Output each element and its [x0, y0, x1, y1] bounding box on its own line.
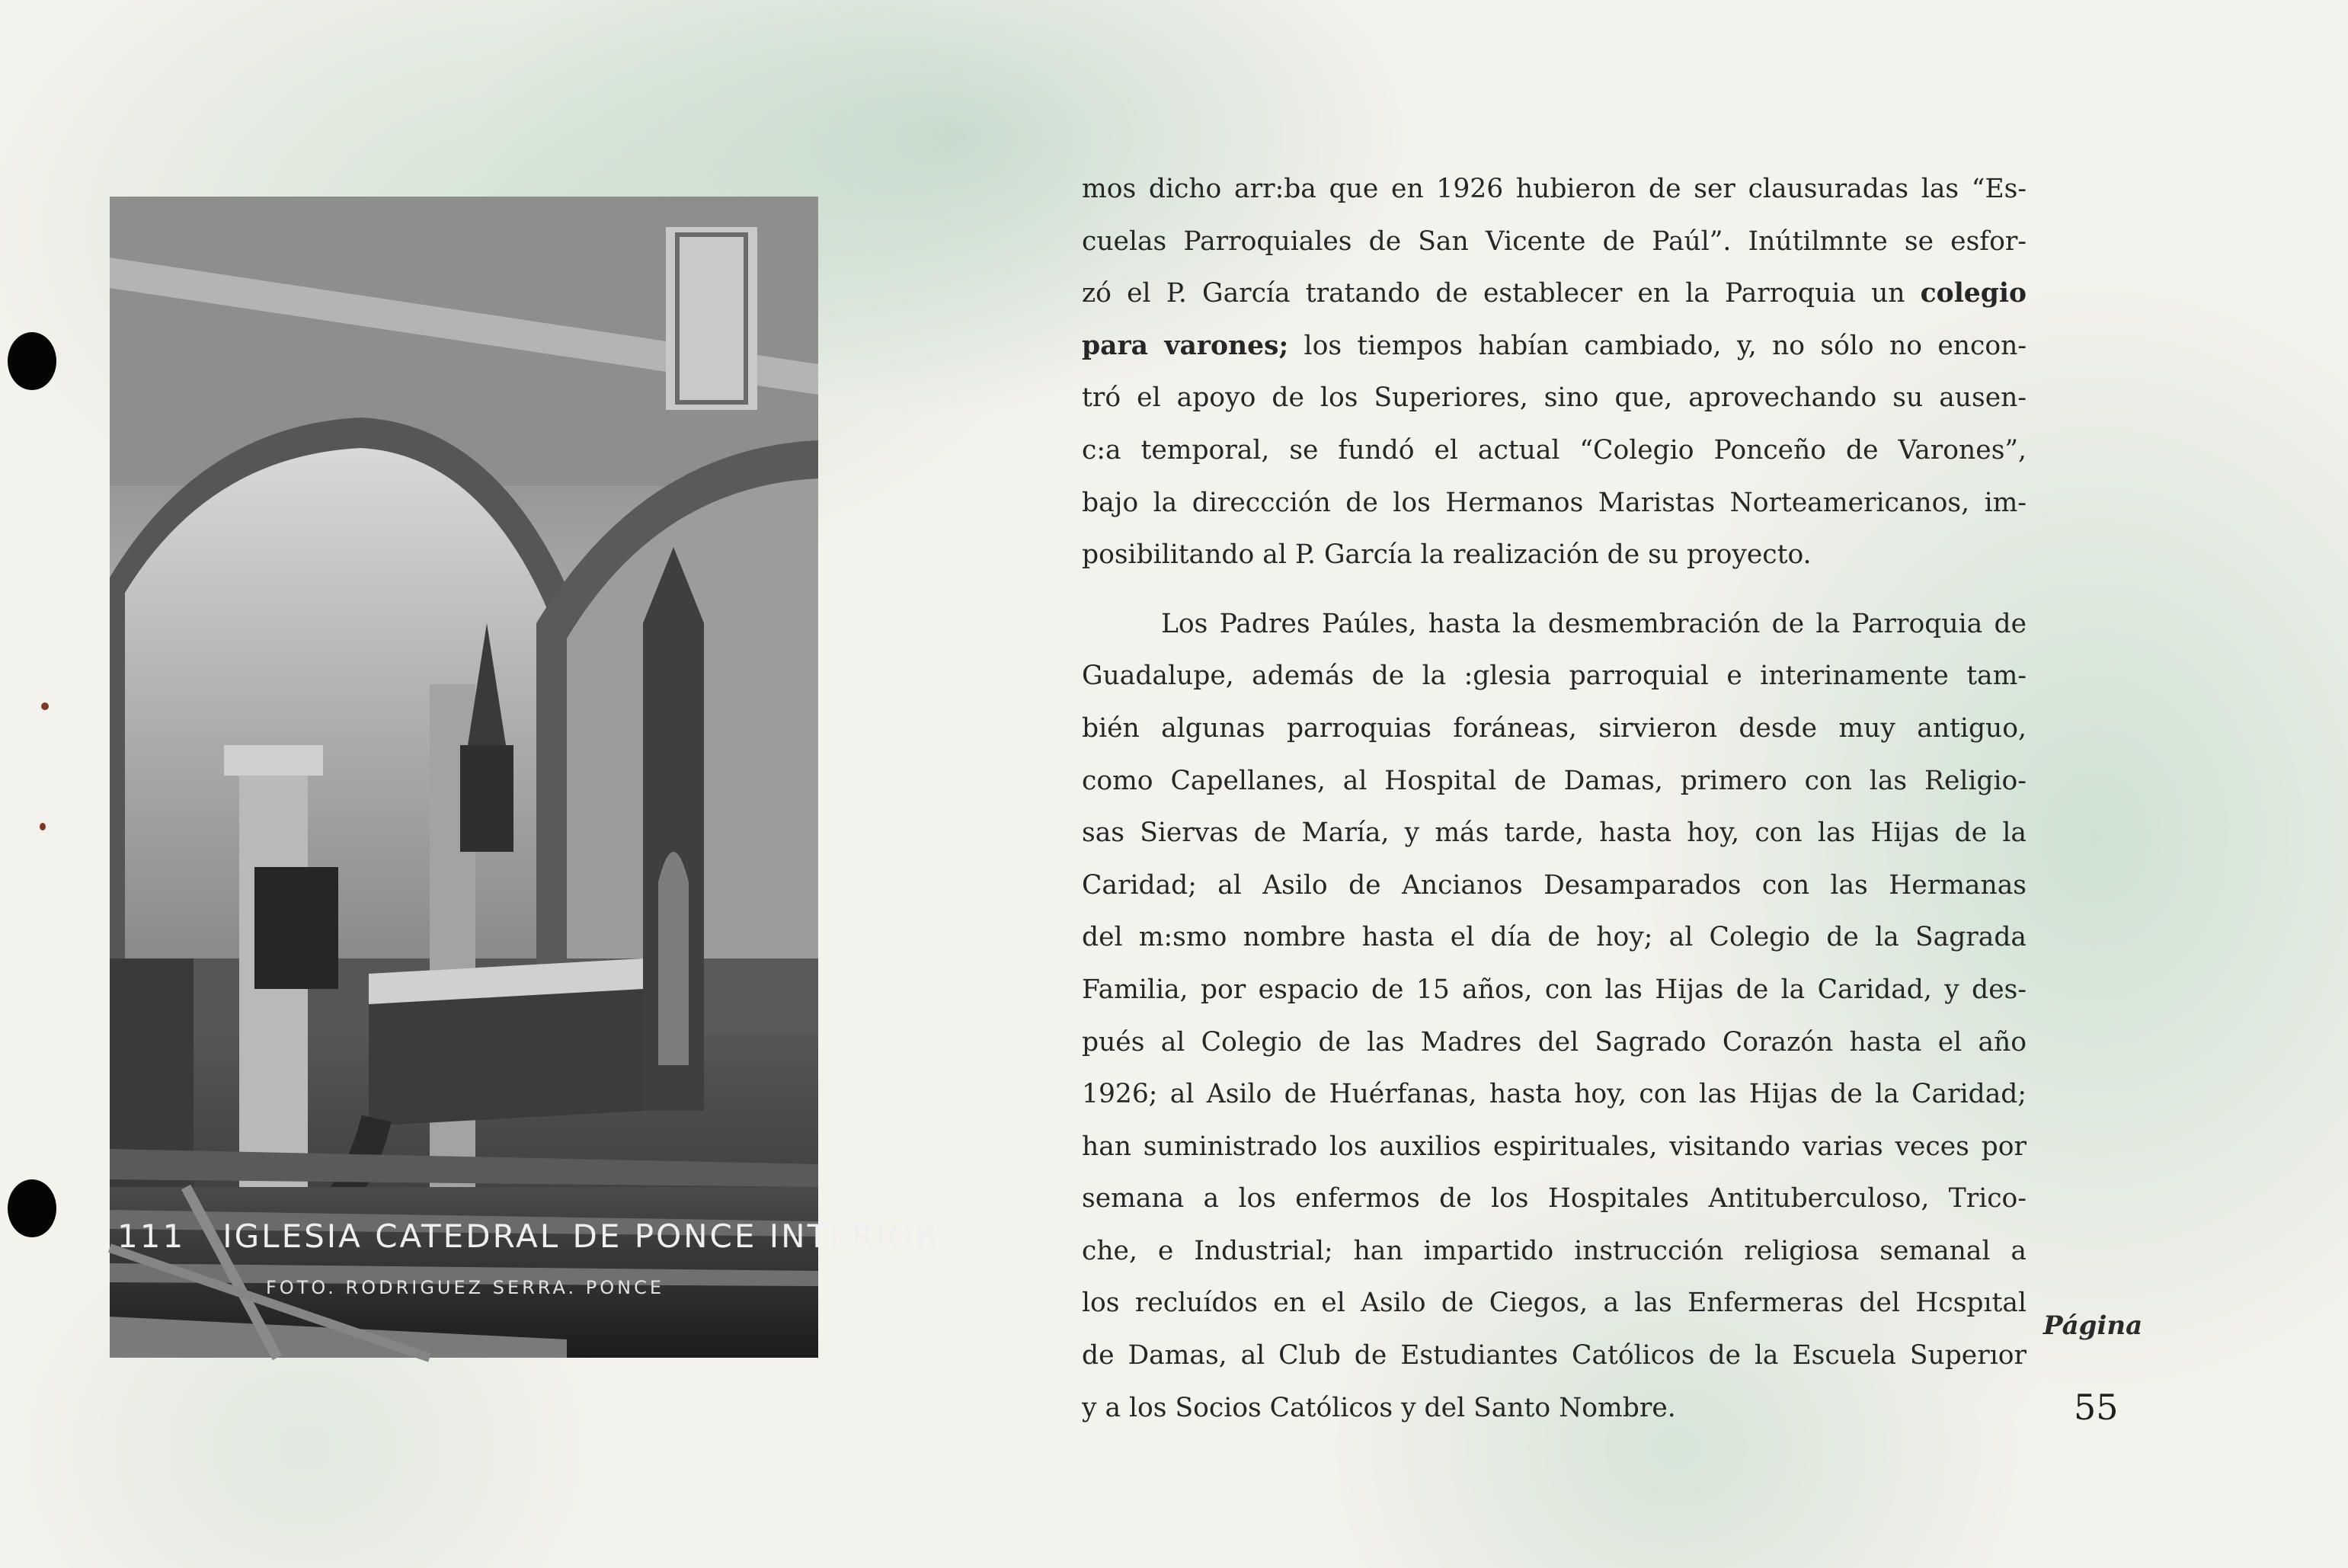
- page-number: 55: [2074, 1387, 2119, 1428]
- text-line: 1926; al Asilo de Huérfanas, hasta hoy, con las Hijas de la Caridad;: [1082, 1079, 2027, 1110]
- text-line: bajo la direccción de los Hermanos Maristas Norteamericanos, im-: [1082, 487, 2027, 518]
- bold-phrase: para varones;: [1082, 330, 1289, 361]
- text-line: sas Siervas de María, y más tarde, hasta hoy, con las Hijas de la: [1082, 818, 2027, 849]
- text-line: mos dicho arr:ba que en 1926 hubieron de ser clausuradas las “Es-: [1082, 174, 2027, 204]
- cathedral-interior-photo: [110, 197, 940, 1358]
- text-line: Familia, por espacio de 15 años, con las Hijas de la Caridad, y des-: [1082, 974, 2027, 1005]
- text-line: han suministrado los auxilios espirituales, visitando varias veces por: [1082, 1131, 2027, 1162]
- text-line: como Capellanes, al Hospital de Damas, primero con las Religio-: [1082, 765, 2027, 796]
- text-line: [1082, 267, 2027, 320]
- binder-hole-bottom: [8, 1179, 56, 1237]
- photo-credit: FOTO. RODRIGUEZ SERRA. PONCE: [266, 1277, 664, 1298]
- text-line: del m:smo nombre hasta el día de hoy; al Colegio de la Sagrada: [1082, 922, 2027, 953]
- photo-caption-title: IGLESIA CATEDRAL DE PONCE INTERIOR: [222, 1218, 940, 1255]
- text-line: y a los Socios Católicos y del Santo Nombre.: [1082, 1392, 1676, 1423]
- text-line: tró el apoyo de los Superiores, sino que, aprovechando su ausen-: [1082, 382, 2027, 414]
- text-line: Los Padres Paúles, hasta la desmembración de la Parroquia de: [1161, 608, 2027, 639]
- text-line: Guadalupe, además de la :glesia parroquial e interinamente tam-: [1082, 661, 2027, 692]
- bold-phrase: colegio: [1920, 278, 2027, 309]
- photo-caption-number: 111: [117, 1218, 186, 1255]
- text-line: bién algunas parroquias foráneas, sirvieron desde muy antiguo,: [1082, 712, 2027, 744]
- text-fragment: zó el P. García tratando de establecer en la Parroquia un: [1082, 278, 1921, 309]
- text-line: che, e Industrial; han impartido instrucción religiosa semanal a: [1082, 1235, 2027, 1266]
- paper-speck: [41, 702, 49, 710]
- text-line: cuelas Parroquiales de San Vicente de Paúl”. Inútilmnte se esfor-: [1082, 226, 2027, 257]
- text-line: de Damas, al Club de Estudiantes Católicos de la Escuela Superıor: [1082, 1340, 2027, 1371]
- text-fragment: los tiempos habían cambiado, y, no sólo no encon-: [1288, 330, 2027, 361]
- photo-caption: [117, 1218, 940, 1255]
- page-label: Página: [2043, 1310, 2143, 1341]
- text-line: c:a temporal, se fundó el actual “Colegio Ponceño de Varones”,: [1082, 434, 2027, 466]
- text-line: [1082, 320, 2027, 373]
- text-line: pués al Colegio de las Madres del Sagrado Corazón hasta el año: [1082, 1026, 2027, 1058]
- body-text: [1082, 163, 2027, 1434]
- paper-speck: [40, 823, 46, 830]
- text-line: los recluídos en el Asilo de Ciegos, a las Enfermeras del Hcspıtal: [1082, 1288, 2027, 1319]
- text-line: Caridad; al Asilo de Ancianos Desamparados con las Hermanas: [1082, 869, 2027, 901]
- text-line: semana a los enfermos de los Hospitales Antituberculoso, Trico-: [1082, 1183, 2027, 1214]
- binder-hole-top: [8, 332, 56, 390]
- text-line: posibilitando al P. García la realización de su proyecto.: [1082, 539, 1812, 571]
- cathedral-illustration: [110, 197, 818, 1358]
